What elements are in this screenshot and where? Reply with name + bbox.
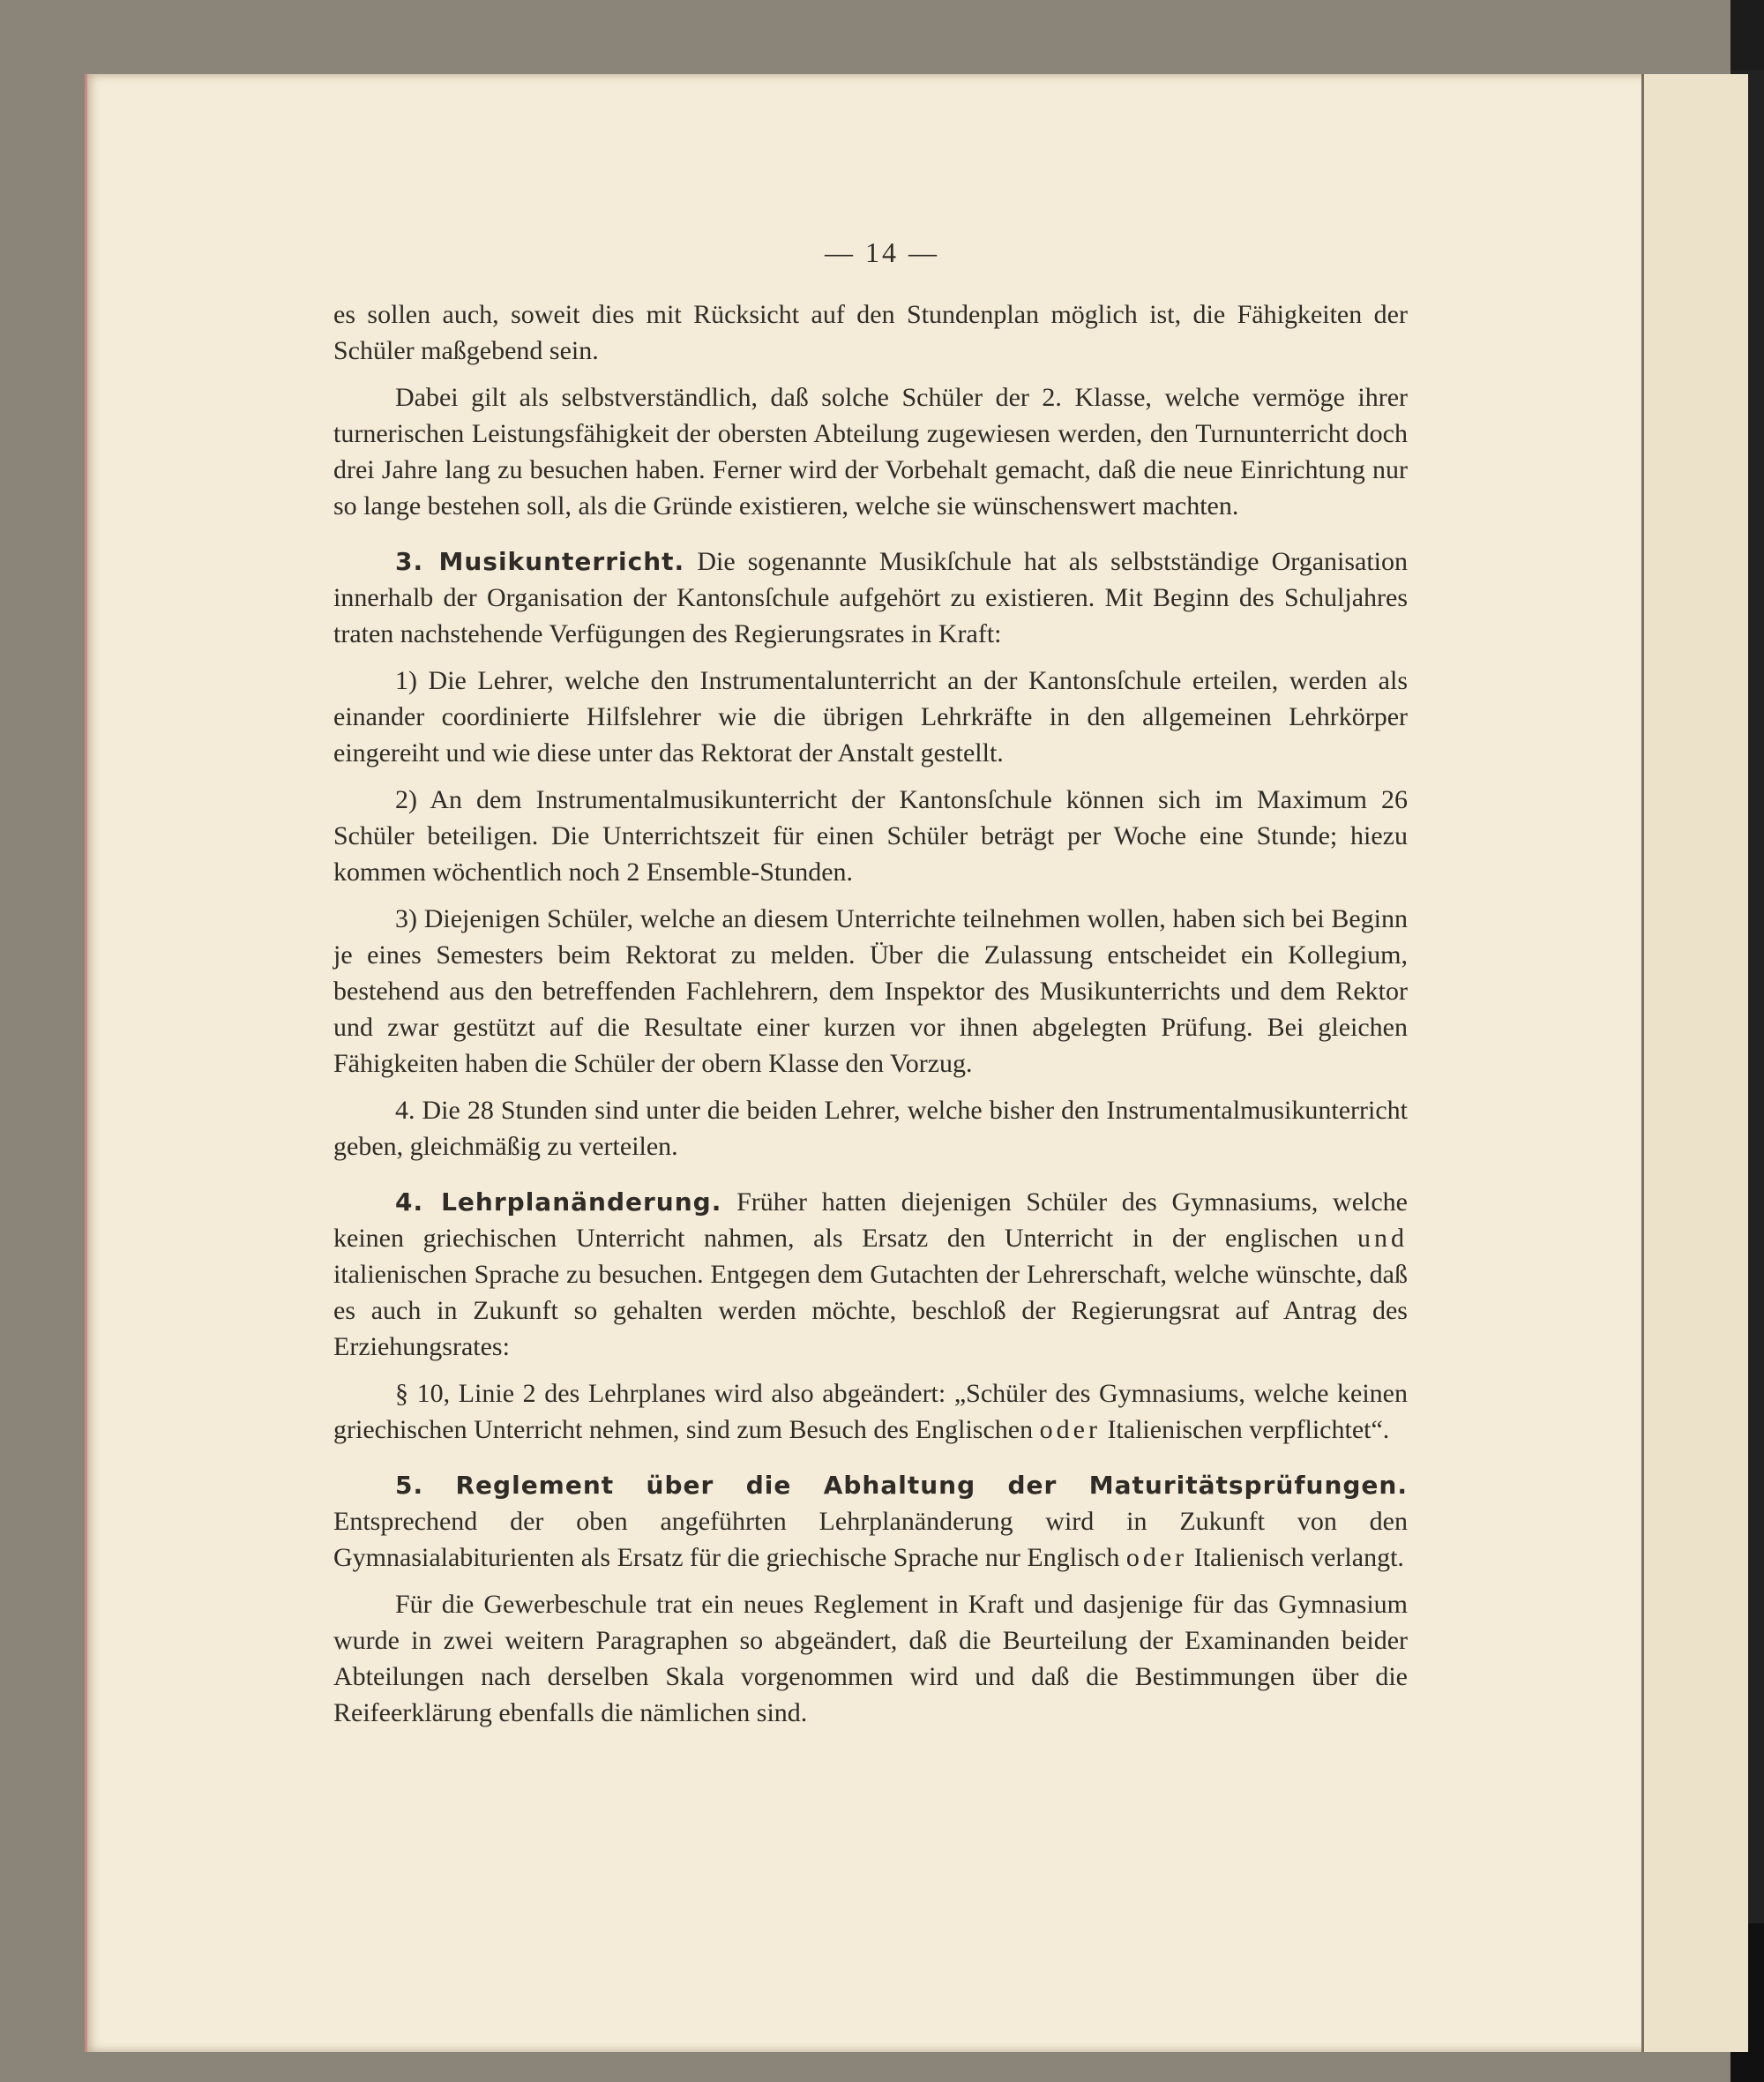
- section-heading: 5. Reglement über die Abhaltung der Maturitätsprüfungen.: [395, 1471, 1408, 1500]
- paragraph: 2) An dem Instrumentalmusikunterricht der Kantonsſchule können sich im Maximum 26 Schüler beteiligen. Die Unterrichtszeit für einen Schüler beträgt per Woche eine Stunde; hiezu kommen wöchentlich noch 2 Ensemble-Stunden.: [333, 785, 1408, 887]
- top-tab: [1730, 0, 1764, 71]
- paragraph: § 10, Linie 2 des Lehrplanes wird also abgeändert: „Schüler des Gymnasiums, welche keinen griechischen Unterricht nehmen, sind zum Besuch des Englischen oder Italienischen verpflichtet“.: [333, 1379, 1408, 1444]
- paragraph: 3) Diejenigen Schüler, welche an diesem Unterrichte teilnehmen wollen, haben sich bei Beginn je eines Semesters beim Rektorat zu melden. Über die Zulassung entscheidet ein Kollegium, bestehend aus den betreffenden Fachlehrern, dem Inspektor des Musikunterrichts und dem Rektor und zwar gestützt auf die Resultate einer kurzen vor ihnen abgelegten Prüfung. Bei gleichen Fähigkeiten haben die Schüler der obern Klasse den Vorzug.: [333, 904, 1408, 1078]
- section-lehrplanaenderung: 4. Lehrplanänderung. Früher hatten diejenigen Schüler des Gymnasiums, welche keinen griechischen Unterricht nahmen, als Ersatz den Unterricht in der englischen und italienischen Sprache zu besuchen. Entgegen dem Gutachten der Lehrerschaft, welche wünschte, daß es auch in Zukunft so gehalten werden möchte, beschloß der Regierungsrat auf Antrag des Erziehungsrates:: [333, 1187, 1408, 1361]
- paragraph: Für die Gewerbeschule trat ein neues Reglement in Kraft und dasjenige für das Gymnasium wurde in zwei weitern Paragraphen so abgeändert, daß die Beurteilung der Examinanden beider Abteilungen nach derselben Skala vorgenommen wird und daß die Bestimmungen über die Reifeerklärung ebenfalls die nämlichen sind.: [333, 1590, 1408, 1727]
- section-heading: 4. Lehrplanänderung.: [395, 1187, 722, 1217]
- paragraph: 1) Die Lehrer, welche den Instrumentalunterricht an der Kantonsſchule erteilen, werden als einander coordinierte Hilfslehrer wie die übrigen Lehrkräfte in den allgemeinen Lehrkörper eingereiht und wie diese unter das Rektorat der Anstalt gestellt.: [333, 666, 1408, 768]
- section-reglement: 5. Reglement über die Abhaltung der Maturitätsprüfungen. Entsprechend der oben angeführten Lehrplanänderung wird in Zukunft von den Gymnasialabiturienten als Ersatz für die griechische Sprache nur Englisch oder Italienisch verlangt.: [333, 1471, 1408, 1572]
- section-heading: 3. Musikunterricht.: [395, 547, 685, 576]
- page-number: — 14 —: [825, 236, 939, 268]
- section-musikunterricht: 3. Musikunterricht. Die sogenannte Musikſchule hat als selbstständige Organisation innerhalb der Organisation der Kantonsſchule aufgehört zu existieren. Mit Beginn des Schuljahres traten nachstehende Verfügungen des Regierungsrates in Kraft:: [333, 547, 1409, 648]
- paragraph: es sollen auch, soweit dies mit Rücksicht auf den Stundenplan möglich ist, die Fähigkeiten der Schüler maßgebend sein.: [333, 300, 1408, 365]
- body-text: [333, 296, 1408, 1741]
- paragraph: 4. Die 28 Stunden sind unter die beiden Lehrer, welche bisher den Instrumentalmusikunterricht geben, gleichmäßig zu verteilen.: [333, 1096, 1408, 1161]
- paragraph: Dabei gilt als selbstverständlich, daß solche Schüler der 2. Klasse, welche vermöge ihrer turnerischen Leistungsfähigkeit der obersten Abteilung zugewiesen werden, den Turnunterricht doch drei Jahre lang zu besuchen haben. Ferner wird der Vorbehalt gemacht, daß die neue Einrichtung nur so lange bestehen soll, als die Gründe existieren, welche sie wünschenswert machten.: [333, 383, 1408, 520]
- next-page-edge: [1641, 74, 1748, 2052]
